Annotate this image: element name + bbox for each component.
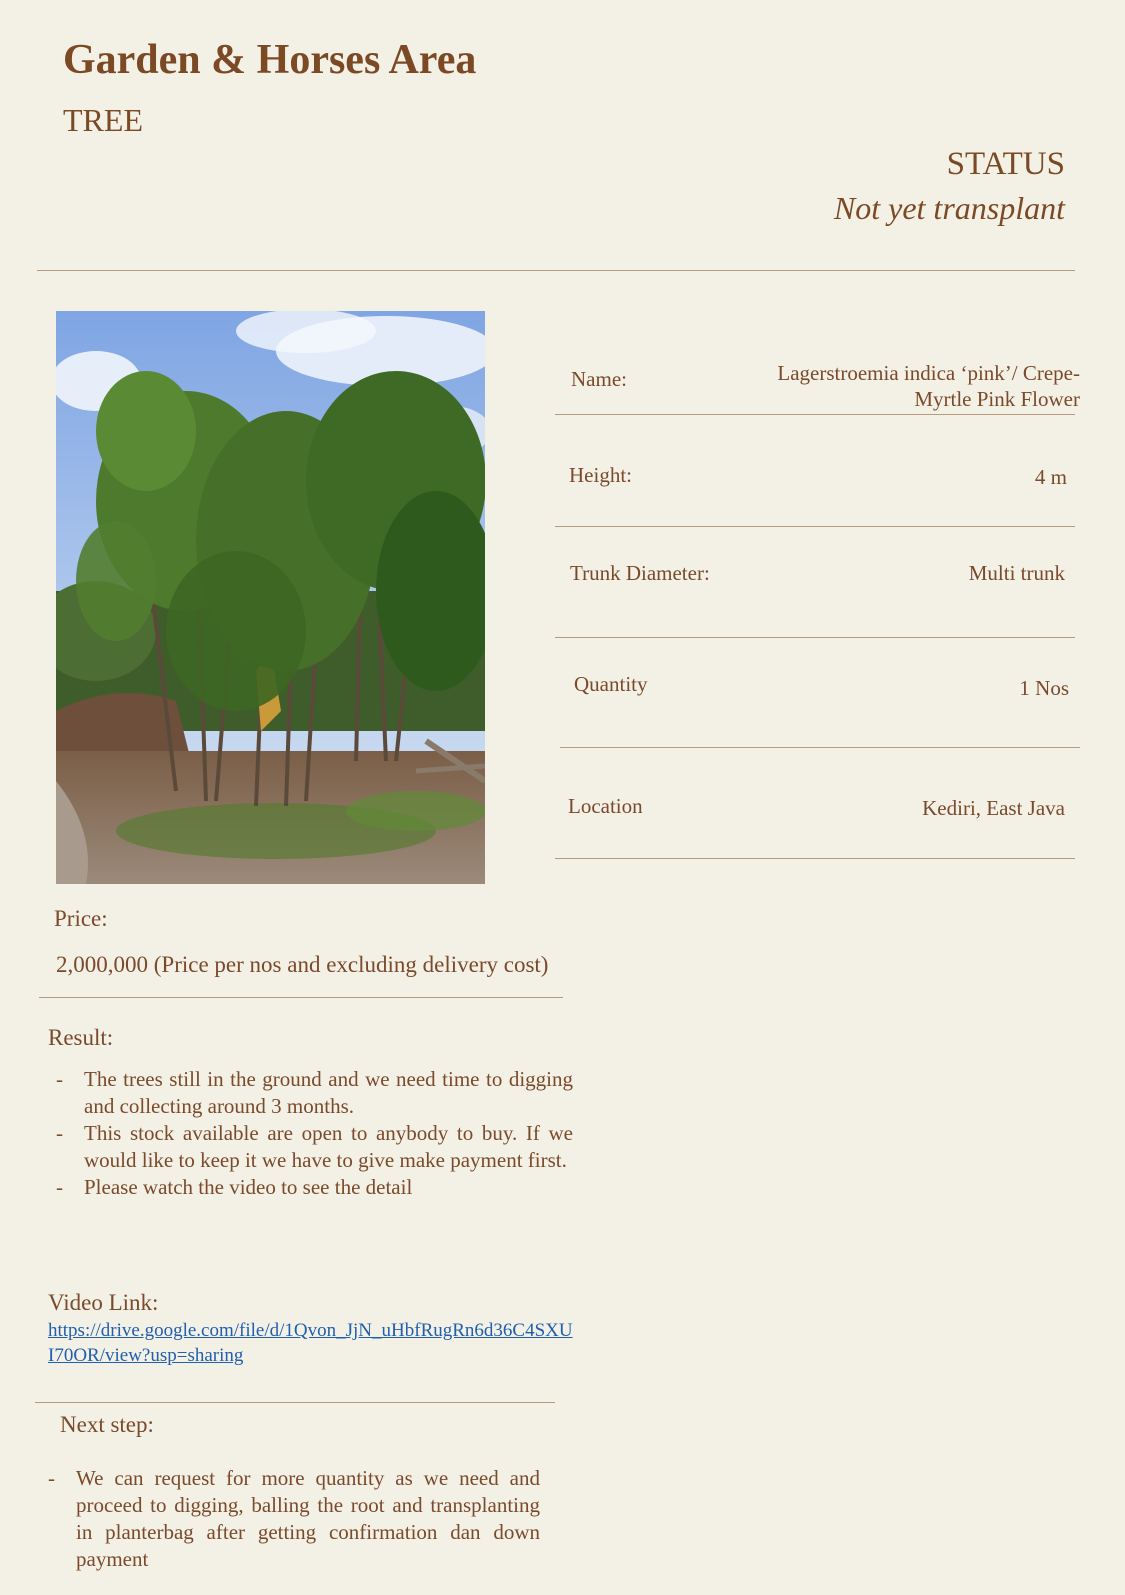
height-divider (555, 526, 1075, 527)
next-step-label: Next step: (60, 1412, 154, 1437)
height-label: Height: (569, 463, 632, 487)
video-divider (35, 1402, 555, 1403)
list-dash: - (48, 1466, 55, 1490)
list-item: - Please watch the video to see the detail (56, 1175, 413, 1199)
next-step-list (48, 1465, 540, 1573)
list-dash: - (56, 1067, 63, 1091)
page-title: Garden & Horses Area (63, 37, 477, 83)
quantity-label: Quantity (574, 672, 648, 696)
quantity-value: 1 Nos (1019, 676, 1069, 700)
name-divider (555, 414, 1075, 415)
location-label: Location (568, 794, 643, 818)
header-divider (37, 270, 1075, 271)
name-value: Lagerstroemia indica ‘pink’/ Crepe-Myrtle Pink Flower (777, 361, 1080, 411)
quantity-divider (560, 747, 1080, 748)
location-divider (555, 858, 1075, 859)
tree-photo (56, 311, 485, 884)
result-list (56, 1066, 573, 1201)
trunk-divider (555, 637, 1075, 638)
page-subtitle: TREE (63, 102, 143, 138)
list-dash: - (56, 1121, 63, 1145)
price-value: 2,000,000 (Price per nos and excluding delivery cost) (56, 952, 549, 977)
trunk-value: Multi trunk (968, 561, 1065, 585)
list-item: - The trees still in the ground and we need time to digging and collecting around 3 months. (56, 1067, 573, 1118)
height-value: 4 m (1034, 465, 1067, 489)
list-dash: - (56, 1175, 63, 1199)
trunk-label: Trunk Diameter: (570, 561, 710, 585)
price-label: Price: (54, 906, 108, 931)
status-label: STATUS (946, 146, 1065, 182)
video-link[interactable]: https://drive.google.com/file/d/1Qvon_JjN_uHbfRugRn6d36C4SXUI70OR/view?usp=sharing (48, 1320, 573, 1366)
list-item: - This stock available are open to anybody to buy. If we would like to keep it we have to give make payment first. (56, 1121, 573, 1172)
list-item: - We can request for more quantity as we need and proceed to digging, balling the root and transplanting in planterbag after getting confirmation dan down payment (48, 1466, 540, 1571)
result-label: Result: (48, 1025, 114, 1050)
price-divider (39, 997, 563, 998)
status-value: Not yet transplant (833, 190, 1065, 226)
video-label: Video Link: (48, 1290, 159, 1315)
location-value: Kediri, East Java (922, 796, 1065, 820)
name-label: Name: (571, 367, 627, 391)
